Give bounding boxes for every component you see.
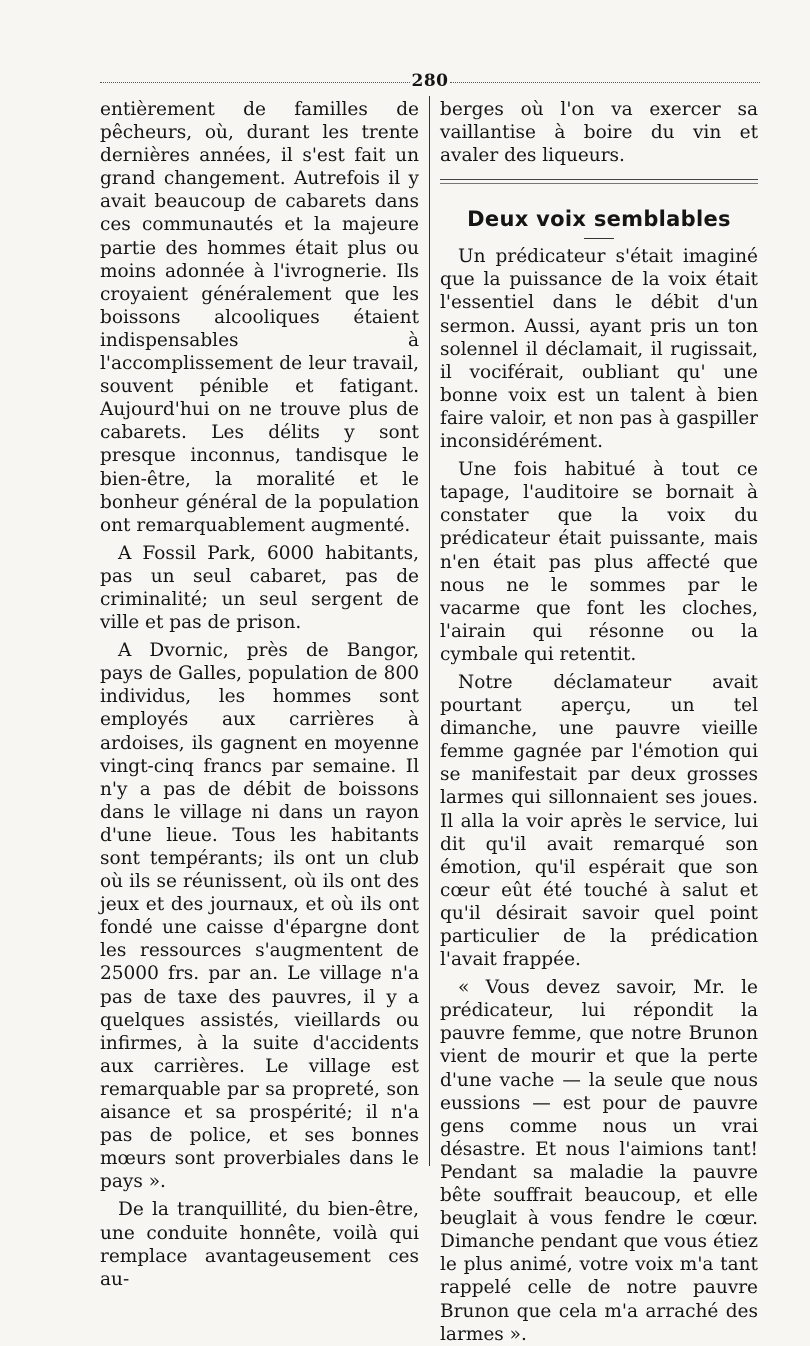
paragraph: A Fossil Park, 6000 habitants, pas un seul cabaret, pas de criminalité; un seul sergent de ville et pas de prison.: [100, 542, 419, 634]
title-dash: [584, 238, 614, 239]
article-title: Deux voix semblables: [467, 207, 731, 232]
page-header: [100, 68, 760, 94]
paragraph: A Dvornic, près de Bangor, pays de Galles, population de 800 individus, les hommes sont employés aux carrières à ardoises, ils gagnent en moyenne vingt-cinq francs par semaine. Il n'y a pas de débit de boissons dans le village ni dans un rayon d'une lieue. Tous les habitants sont tempérants; ils ont un club où ils se réunissent, où ils ont des jeux et des journaux, et où ils ont fondé une caisse d'épargne dont les ressources s'augmentent de 25000 frs. par an. Le village n'a pas de taxe des pauvres, il y a quelques assistés, vieillards ou infirmes, à la suite d'accidents aux carrières. Le village est remarquable par sa propreté, son aisance et sa prospérité; il n'a pas de police, et ses bonnes mœurs sont proverbiales dans le pays ».: [100, 640, 419, 1193]
paragraph: Une fois habitué à tout ce tapage, l'auditoire se bornait à constater que la voix du prédicateur était puissante, mais n'en était pas plus affecté que nous ne le sommes par le vacarme que font les cloches, l'airain qui résonne ou la cymbale qui retentit.: [440, 459, 758, 665]
paragraph: entièrement de familles de pêcheurs, où, durant les trente dernières années, il s'est fait un grand changement. Autrefois il y avait beaucoup de cabarets dans ces communautés et la majeure partie des hommes était plus ou moins adonnée à l'ivrognerie. Ils croyaient généralement que les boissons alcooliques étaient indispensables à l'accomplissement de leur travail, souvent pénible et fatigant. Aujourd'hui on ne trouve plus de cabarets. Les délits y sont presque inconnus, tandisque le bien-être, la moralité et le bonheur général de la population ont remarquablement augmenté.: [100, 99, 419, 536]
right-column: [440, 98, 758, 1346]
paragraph: De la tranquillité, du bien-être, une conduite honnête, voilà qui remplace avantageusement ces au-: [100, 1199, 419, 1290]
column-divider: [429, 96, 430, 1166]
section-separator-rule: [440, 179, 758, 180]
section-separator-rule-thin: [440, 183, 758, 184]
paragraph: Notre déclamateur avait pourtant aperçu, un tel dimanche, une pauvre vieille femme gagnée par l'émotion qui se manifestait par deux grosses larmes qui sillonnaient ses joues. Il alla la voir après le service, lui dit qu'il avait remarqué son émotion, qu'il espérait que son cœur eût été touché à salut et qu'il désirait savoir quel point particulier de la prédication l'avait frappée.: [440, 671, 758, 971]
left-column: [100, 98, 419, 1291]
header-rule-right: [450, 82, 760, 83]
header-rule-left: [100, 82, 410, 83]
paragraph: « Vous devez savoir, Mr. le prédicateur, lui répondit la pauvre femme, que notre Brunon vient de mourir et que la perte d'une vache — la seule que nous eussions — est pour de pauvre gens comme nous un vrai désastre. Et nous l'aimions tant! Pendant sa maladie la pauvre bête souffrait beaucoup, et elle beuglait à vous fendre le cœur. Dimanche pendant que vous étiez le plus animé, votre voix m'a tant rappelé celle de notre pauvre Brunon que cela m'a arraché des larmes ».: [440, 977, 758, 1345]
continuation-paragraph: berges où l'on va exercer sa vaillantise à boire du vin et avaler des liqueurs.: [440, 99, 758, 167]
page-number: 280: [411, 71, 449, 91]
paragraph: Un prédicateur s'était imaginé que la puissance de la voix était l'essentiel dans le débit d'un sermon. Aussi, ayant pris un ton solennel il déclamait, il rugissait, il vociférait, oubliant qu' une bonne voix est un talent à bien faire valoir, et non pas à gaspiller inconsidérément.: [440, 246, 758, 453]
